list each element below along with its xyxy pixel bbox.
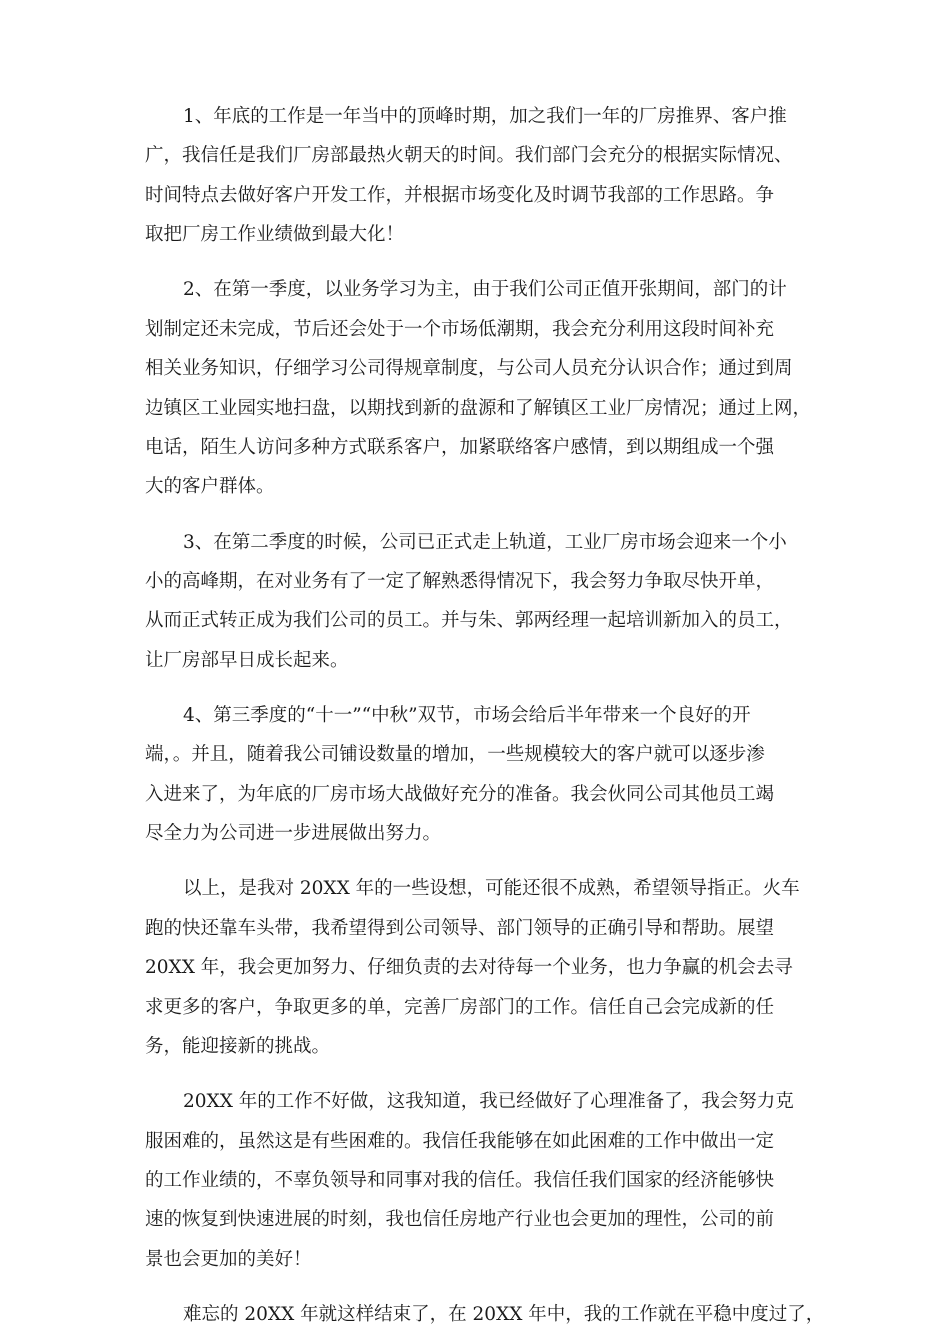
paragraph-6-line-3: 的工作业绩的，不辜负领导和同事对我的信任。我信任我们国家的经济能够快 xyxy=(145,1170,775,1191)
paragraph-6-line-2: 服困难的，虽然这是有些困难的。我信任我能够在如此困难的工作中做出一定 xyxy=(145,1130,775,1152)
paragraph-5-line-3: 20XX 年，我会更加努力、仔细负责的去对待每一个业务，也力争赢的机会去寻 xyxy=(145,957,793,979)
paragraph-1-line-4: 取把厂房工作业绩做到最大化！ xyxy=(145,224,405,246)
paragraph-4-line-1: 4、第三季度的“十一”“中秋”双节，市场会给后半年带来一个良好的开 xyxy=(183,705,751,726)
paragraph-1-line-1: 1、年底的工作是一年当中的顶峰时期，加之我们一年的厂房推界、客户推 xyxy=(183,106,787,127)
paragraph-5-line-2: 跑的快还靠车头带，我希望得到公司领导、部门领导的正确引导和帮助。展望 xyxy=(145,917,775,939)
paragraph-5-line-1: 以上，是我对 20XX 年的一些设想，可能还很不成熟，希望领导指正。火车 xyxy=(183,878,800,900)
paragraph-2-line-2: 划制定还未完成，节后还会处于一个市场低潮期，我会充分利用这段时间补充 xyxy=(145,318,775,340)
paragraph-2-line-4: 边镇区工业园实地扫盘，以期找到新的盘源和了解镇区工业厂房情况；通过上网， xyxy=(145,397,812,419)
paragraph-2-line-6: 大的客户群体。 xyxy=(145,476,275,498)
paragraph-3-line-4: 让厂房部早日成长起来。 xyxy=(145,649,349,671)
paragraph-4-line-4: 尽全力为公司进一步进展做出努力。 xyxy=(145,823,442,845)
paragraph-5-line-5: 务，能迎接新的挑战。 xyxy=(145,1036,331,1058)
paragraph-1-line-3: 时间特点去做好客户开发工作，并根据市场变化及时调节我部的工作思路。争 xyxy=(145,184,775,206)
paragraph-2-line-1: 2、在第一季度，以业务学习为主，由于我们公司正值开张期间，部门的计 xyxy=(183,279,787,301)
paragraph-3-line-2: 小的高峰期，在对业务有了一定了解熟悉得情况下，我会努力争取尽快开单， xyxy=(145,571,775,592)
paragraph-5-line-4: 求更多的客户，争取更多的单，完善厂房部门的工作。信任自己会完成新的任 xyxy=(145,996,775,1018)
paragraph-6-line-5: 景也会更加的美好！ xyxy=(145,1248,312,1270)
paragraph-6-line-1: 20XX 年的工作不好做，这我知道，我已经做好了心理准备了，我会努力克 xyxy=(183,1091,794,1113)
paragraph-3-line-3: 从而正式转正成为我们公司的员工。并与朱、郭两经理一起培训新加入的员工， xyxy=(145,610,793,632)
paragraph-4-line-2: 端，。并且，随着我公司铺设数量的增加，一些规模较大的客户就可以逐步渗 xyxy=(145,744,765,766)
paragraph-1-line-2: 广，我信任是我们厂房部最热火朝天的时间。我们部门会充分的根据实际情况、 xyxy=(145,145,793,167)
paragraph-4-line-3: 入进来了，为年底的厂房市场大战做好充分的准备。我会伙同公司其他员工竭 xyxy=(145,783,775,805)
paragraph-7-line-1: 难忘的 20XX 年就这样结束了，在 20XX 年中，我的工作就在平稳中度过了， xyxy=(183,1304,825,1325)
paragraph-2-line-3: 相关业务知识，仔细学习公司得规章制度，与公司人员充分认识合作；通过到周 xyxy=(145,358,793,380)
paragraph-6-line-4: 速的恢复到快速进展的时刻，我也信任房地产行业也会更加的理性，公司的前 xyxy=(145,1209,775,1231)
paragraph-2-line-5: 电话，陌生人访问多种方式联系客户，加紧联络客户感情，到以期组成一个强 xyxy=(145,437,775,459)
paragraph-3-line-1: 3、在第二季度的时候，公司已正式走上轨道，工业厂房市场会迎来一个小 xyxy=(183,531,787,553)
